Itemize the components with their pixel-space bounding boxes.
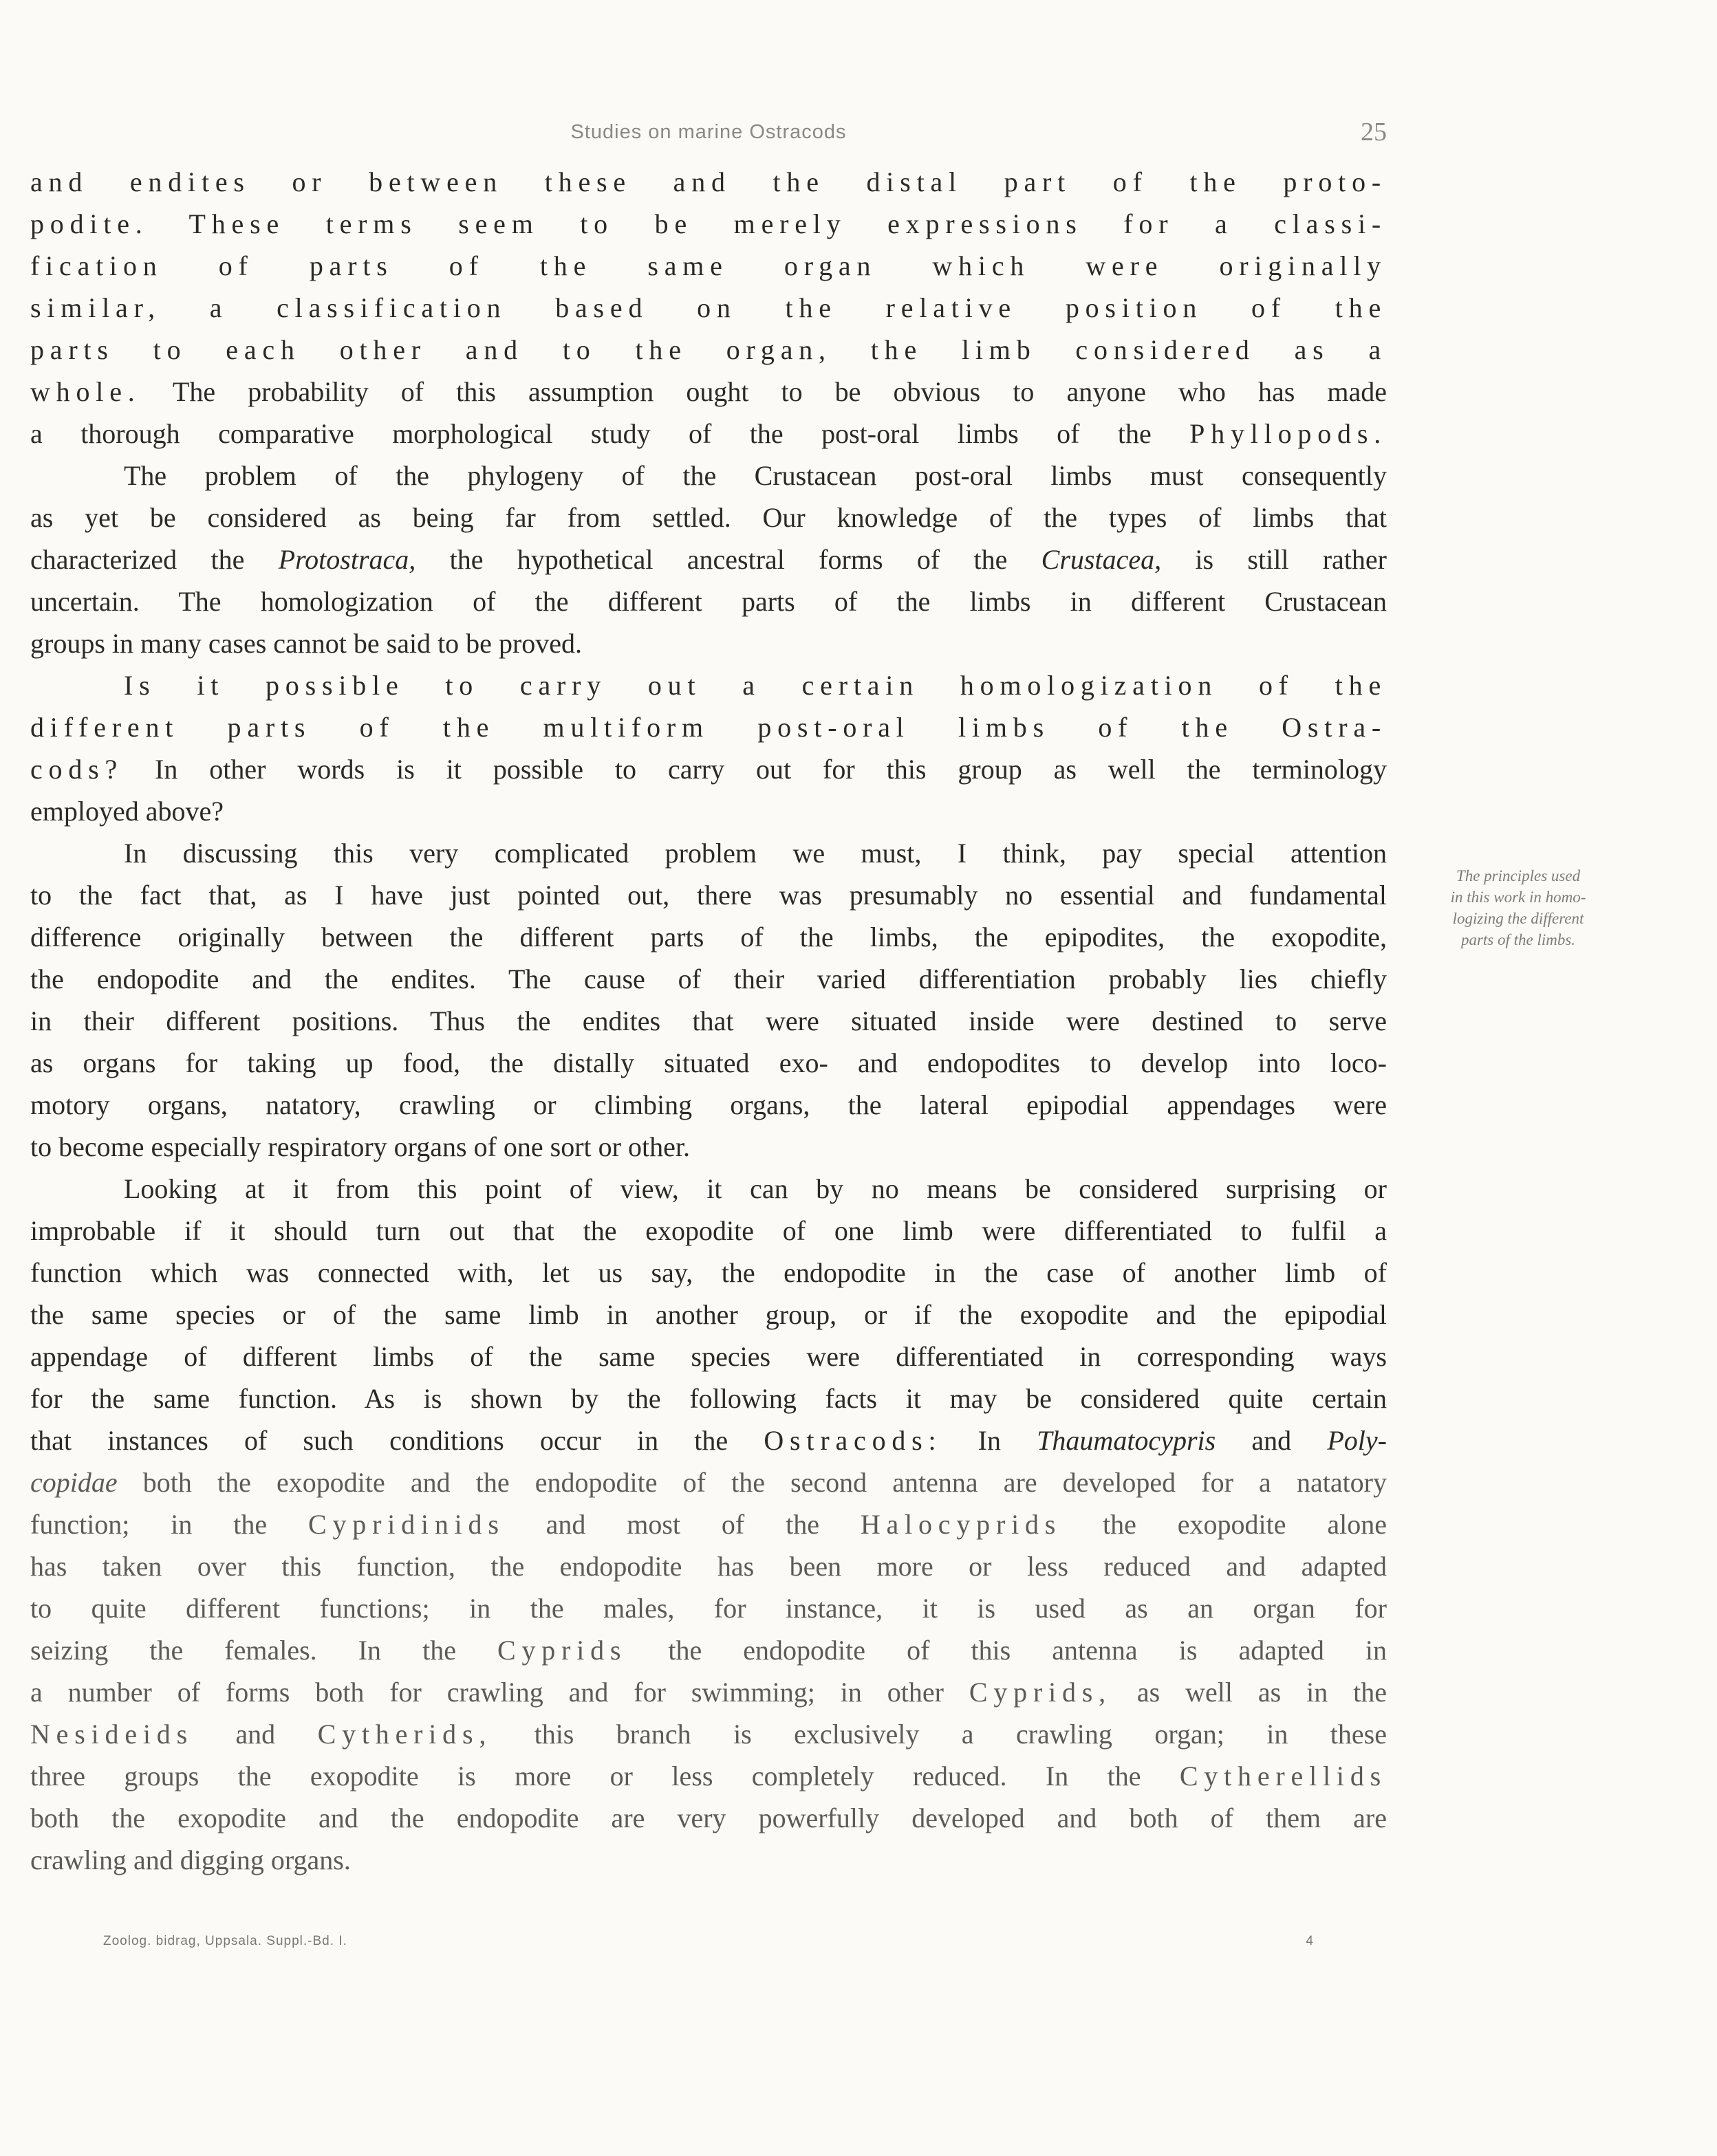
text-line: three groups the exopodite is more or less completely reduced. In the Cytherellids — [30, 1761, 1387, 1792]
taxon-name: Cytherids, — [317, 1719, 493, 1750]
text-line: as yet be considered as being far from settled. Our knowledge of the types of limbs that — [30, 502, 1387, 533]
text-line: improbable if it should turn out that the exopodite of one limb were differentiated to fulfil a — [30, 1215, 1387, 1246]
text-line: to the fact that, as I have just pointed out, there was presumably no essential and fundamental — [30, 880, 1387, 911]
margin-note-line: parts of the limbs. — [1460, 931, 1576, 948]
signature-mark: 4 — [1306, 1934, 1314, 1948]
taxon-name: Thaumatocypris — [1037, 1425, 1216, 1456]
taxon-name: Protostraca, — [278, 544, 416, 575]
taxon-name: Nesideids — [30, 1719, 193, 1750]
text-line: groups in many cases cannot be said to be proved. — [30, 628, 583, 659]
text-line: In discussing this very complicated problem we must, I think, pay special attention — [124, 838, 1387, 869]
taxon-name: Cyprids — [497, 1635, 627, 1666]
text-line: parts to each other and to the organ, the limb considered as a — [30, 334, 1387, 365]
footer-imprint: Zoolog. bidrag, Uppsala. Suppl.-Bd. I. — [103, 1934, 347, 1948]
text-line: copidae both the exopodite and the endopodite of the second antenna are developed for a natatory — [30, 1467, 1387, 1498]
text-line: a number of forms both for crawling and for swimming; in other Cyprids, as well as in the — [30, 1677, 1387, 1708]
text-line: to become especially respiratory organs of one sort or other. — [30, 1131, 690, 1162]
text-line: difference originally between the different parts of the limbs, the epipodites, the exopodite, — [30, 922, 1387, 952]
taxon-name: Ostracods: — [764, 1425, 942, 1456]
text-line: to quite different functions; in the males, for instance, it is used as an organ for — [30, 1593, 1387, 1624]
text-line: different parts of the multiform post-oral limbs of the Ostra- — [30, 712, 1387, 743]
taxon-name: Poly- — [1327, 1425, 1387, 1456]
body-text — [30, 161, 1387, 1881]
text-line: function; in the Cypridinids and most of the Halocyprids the exopodite alone — [30, 1509, 1387, 1540]
text-line: characterized the Protostraca, the hypothetical ancestral forms of the Crustacea, is still rather — [30, 544, 1387, 575]
text-line: both the exopodite and the endopodite are very powerfully developed and both of them are — [30, 1803, 1387, 1833]
text-line: similar, a classification based on the relative position of the — [30, 292, 1387, 323]
margin-note — [1405, 865, 1632, 950]
margin-note-line: in this work in homo- — [1450, 889, 1586, 906]
text-line: has taken over this function, the endopodite has been more or less reduced and adapted — [30, 1551, 1387, 1582]
text-line: the same species or of the same limb in another group, or if the exopodite and the epipodial — [30, 1299, 1387, 1330]
margin-note-line: The principles used — [1456, 867, 1581, 884]
text-line: whole. The probability of this assumption ought to be obvious to anyone who has made — [30, 376, 1387, 407]
text-line: podite. These terms seem to be merely expressions for a classi- — [30, 208, 1387, 239]
footer — [103, 1934, 1314, 1949]
text-line: crawling and digging organs. — [30, 1844, 351, 1875]
text-line: for the same function. As is shown by the following facts it may be considered quite certain — [30, 1383, 1387, 1414]
text-line: and endites or between these and the distal part of the proto- — [30, 166, 1387, 197]
taxon-name: Cytherellids — [1179, 1761, 1387, 1792]
text-line: appendage of different limbs of the same species were differentiated in corresponding ways — [30, 1341, 1387, 1372]
taxon-name: Crustacea, — [1041, 544, 1162, 575]
text-line: as organs for taking up food, the distally situated exo- and endopodites to develop into loco- — [30, 1047, 1387, 1078]
text-line: employed above? — [30, 796, 224, 827]
text-line: motory organs, natatory, crawling or climbing organs, the lateral epipodial appendages were — [30, 1089, 1387, 1120]
text-line: Nesideids and Cytherids, this branch is exclusively a crawling organ; in these — [30, 1719, 1387, 1750]
text-line: fication of parts of the same organ which were originally — [30, 250, 1387, 281]
running-title: Studies on marine Ostracods — [570, 121, 847, 143]
text-line: cods? In other words is it possible to carry out for this group as well the terminology — [30, 754, 1387, 785]
taxon-name: copidae — [30, 1467, 118, 1498]
text-line: function which was connected with, let us say, the endopodite in the case of another limb of — [30, 1257, 1387, 1288]
text-line: the endopodite and the endites. The cause of their varied differentiation probably lies chiefly — [30, 963, 1387, 994]
taxon-name: Cypridinids — [308, 1509, 505, 1540]
text-line: seizing the females. In the Cyprids the endopodite of this antenna is adapted in — [30, 1635, 1387, 1666]
text-line: that instances of such conditions occur in the Ostracods: In Thaumatocypris and Poly- — [30, 1425, 1387, 1456]
text-line: Looking at it from this point of view, it can by no means be considered surprising or — [124, 1173, 1387, 1204]
text-line: a thorough comparative morphological study of the post-oral limbs of the Phyllopods. — [30, 418, 1387, 449]
text-line: The problem of the phylogeny of the Crustacean post-oral limbs must consequently — [124, 460, 1387, 491]
taxon-name: Cyprids, — [969, 1677, 1112, 1708]
margin-note-line: logizing the different — [1452, 910, 1584, 927]
running-head — [30, 118, 1387, 149]
text-line: in their different positions. Thus the endites that were situated inside were destined to serve — [30, 1005, 1387, 1036]
text-line: uncertain. The homologization of the different parts of the limbs in different Crustacean — [30, 586, 1387, 617]
page-number: 25 — [1361, 118, 1387, 146]
text-line: Is it possible to carry out a certain homologization of the — [124, 670, 1387, 701]
taxon-name: Halocyprids — [860, 1509, 1062, 1540]
